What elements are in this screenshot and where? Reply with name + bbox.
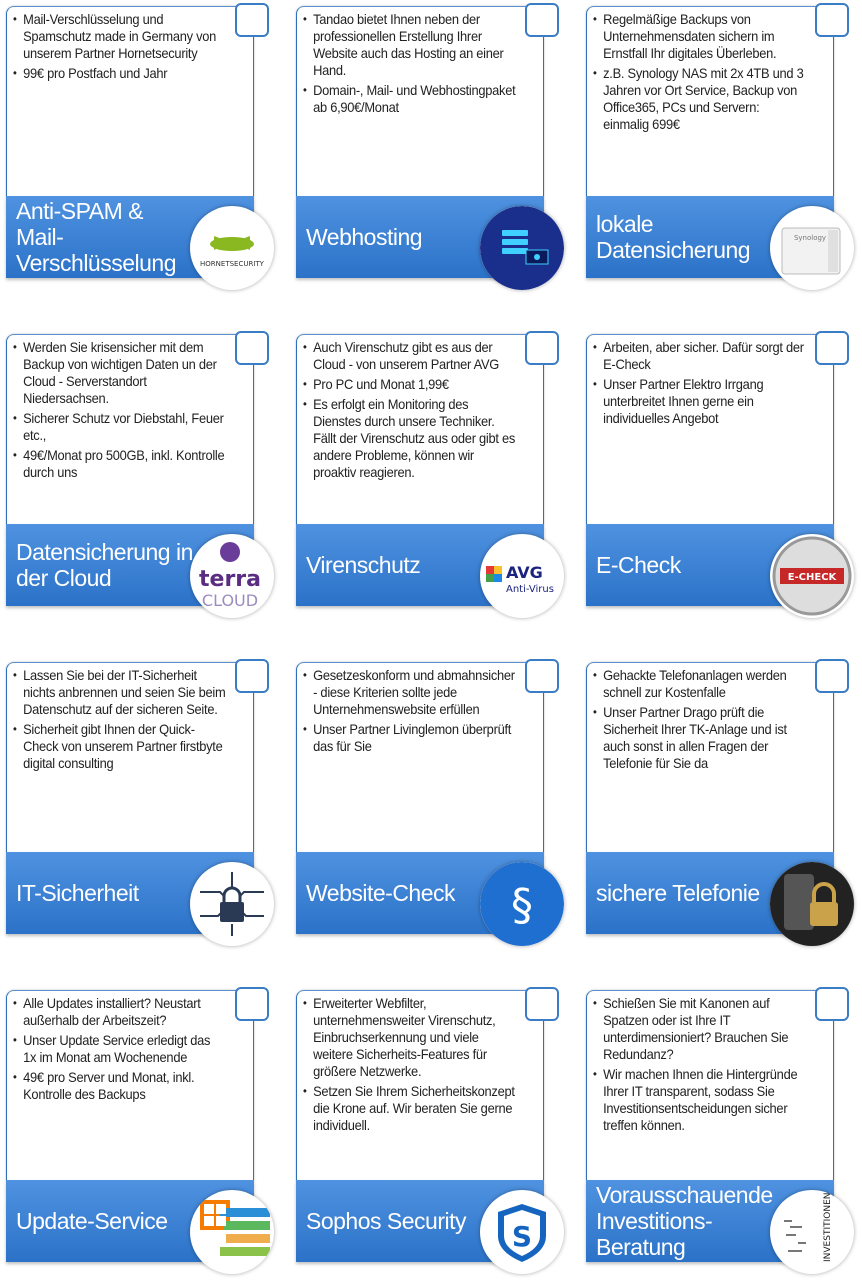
bullet-item: • Mail-Verschlüsselung und Spamschutz made in Germany von unserem Partner Hornetsecurity <box>13 11 226 62</box>
bullet-item: • Setzen Sie Ihrem Sicherheitskonzept die Krone auf. Wir beraten Sie gerne individuell. <box>303 1083 516 1134</box>
bullet-item: • Schießen Sie mit Kanonen auf Spatzen oder ist Ihre IT unterdimensioniert? Brauchen Sie Redundanz? <box>593 995 806 1063</box>
bullet-item: • Gesetzeskonform und abmahnsicher - diese Kriterien sollte jede Unternehmenswebsite erfüllen <box>303 667 516 718</box>
select-checkbox[interactable] <box>235 659 269 693</box>
bullet-list <box>303 995 516 1137</box>
card-title: Datensicherung in der Cloud <box>16 539 193 591</box>
service-card <box>296 6 544 276</box>
card-body <box>6 6 254 197</box>
bullet-list <box>303 667 516 758</box>
bullet-list <box>303 11 516 119</box>
bullet-list <box>13 339 226 484</box>
select-checkbox[interactable] <box>815 3 849 37</box>
logo-text: terra <box>199 567 261 592</box>
bullet-item: • Arbeiten, aber sicher. Dafür sorgt der E-Check <box>593 339 806 373</box>
card-title: Sophos Security <box>306 1208 466 1234</box>
select-checkbox[interactable] <box>815 331 849 365</box>
bullet-item: • 49€/Monat pro 500GB, inkl. Kontrolle durch uns <box>13 447 226 481</box>
card-body <box>296 662 544 853</box>
bullet-list <box>593 11 806 136</box>
logo-text: Synology <box>793 234 827 242</box>
card-title: Vorausschauende Investitions-Beratung <box>596 1182 773 1260</box>
service-card <box>586 662 834 932</box>
service-card <box>6 6 264 276</box>
bullet-item: • Unser Partner Drago prüft die Sicherheit Ihrer TK-Anlage und ist auch sonst in allen Fragen der Telefonie für Sie da <box>593 704 806 772</box>
logo-text: INVESTITIONEN <box>823 1192 833 1262</box>
server-icon <box>480 206 564 290</box>
windows-update-icon <box>190 1190 274 1274</box>
service-card <box>296 990 544 1260</box>
card-title: Anti-SPAM & Mail-Verschlüsselung <box>16 198 176 276</box>
select-checkbox[interactable] <box>525 3 559 37</box>
bullet-list <box>593 995 806 1137</box>
service-card <box>586 990 834 1260</box>
service-card <box>6 990 254 1260</box>
hornet-icon <box>190 206 274 290</box>
service-card <box>6 334 261 610</box>
logo-text: S <box>511 1220 533 1253</box>
bullet-list <box>593 667 806 775</box>
card-title: Virenschutz <box>306 552 421 578</box>
select-checkbox[interactable] <box>525 659 559 693</box>
bullet-item: • Es erfolgt ein Monitoring des Dienstes durch unsere Techniker. Fällt der Virenschutz aus oder gibt es andere Probleme, können wir proaktiv reagieren. <box>303 396 516 481</box>
bullet-list <box>13 667 226 775</box>
card-body <box>6 334 254 525</box>
card-body <box>296 6 544 197</box>
service-card <box>6 662 254 932</box>
logo-text-2: CLOUD <box>201 591 259 610</box>
bullet-list <box>13 11 226 85</box>
bullet-item: • 49€ pro Server und Monat, inkl. Kontrolle des Backups <box>13 1069 226 1103</box>
bullet-item: • Alle Updates installiert? Neustart außerhalb der Arbeitszeit? <box>13 995 226 1029</box>
select-checkbox[interactable] <box>815 987 849 1021</box>
bullet-item: • Domain-, Mail- und Webhostingpaket ab 6,90€/Monat <box>303 82 516 116</box>
logo-text: AVG <box>506 563 543 582</box>
card-body <box>586 990 834 1181</box>
card-title: IT-Sicherheit <box>16 880 139 906</box>
bullet-item: • Wir machen Ihnen die Hintergründe Ihrer IT transparent, sodass Sie Investitionsentscheidungen sicher treffen können. <box>593 1066 806 1134</box>
bullet-item: • Regelmäßige Backups von Unternehmensdaten sichern im Ernstfall Ihr digitales Überleben. <box>593 11 806 62</box>
circuit-lock-icon <box>190 862 274 946</box>
service-card <box>296 662 544 932</box>
logo-text: HORNETSECURITY <box>200 260 264 268</box>
card-body <box>6 662 254 853</box>
card-title: sichere Telefonie <box>596 880 760 906</box>
card-body <box>586 662 834 853</box>
card-title: Webhosting <box>306 224 423 250</box>
select-checkbox[interactable] <box>235 987 269 1021</box>
avg-icon <box>480 534 564 618</box>
nas-icon <box>770 206 854 290</box>
card-title: E-Check <box>596 552 681 578</box>
bullet-list <box>13 995 226 1106</box>
bullet-item: • Pro PC und Monat 1,99€ <box>303 376 516 393</box>
bullet-item: • Gehackte Telefonanlagen werden schnell zur Kostenfalle <box>593 667 806 701</box>
bullet-item: • Unser Partner Livinglemon überprüft das für Sie <box>303 721 516 755</box>
terra-cloud-icon <box>190 534 274 618</box>
bullet-item: • Erweiterter Webfilter, unternehmensweiter Virenschutz, Einbruchserkennung und viele weitere Sicherheits-Features für größere Netzwerke. <box>303 995 516 1080</box>
bullet-item: • Unser Partner Elektro Irrgang unterbreitet Ihnen gerne ein individuelles Angebot <box>593 376 806 427</box>
service-card <box>586 6 834 276</box>
paragraph-icon <box>480 862 564 946</box>
logo-text-2: Anti-Virus <box>506 584 554 595</box>
bullet-item: • 99€ pro Postfach und Jahr <box>13 65 226 82</box>
card-body <box>6 990 254 1181</box>
service-card <box>586 334 837 604</box>
bullet-item: • Sicherer Schutz vor Diebstahl, Feuer etc., <box>13 410 226 444</box>
select-checkbox[interactable] <box>525 987 559 1021</box>
bullet-item: • Tandao bietet Ihnen neben der professionellen Erstellung Ihrer Website auch das Hosting an einer Hand. <box>303 11 516 79</box>
bullet-item: • Lassen Sie bei der IT-Sicherheit nichts anbrennen und seien Sie beim Datenschutz auf der sicheren Seite. <box>13 667 226 718</box>
select-checkbox[interactable] <box>815 659 849 693</box>
card-body <box>586 334 834 525</box>
word-cloud-icon <box>770 1190 854 1274</box>
select-checkbox[interactable] <box>525 331 559 365</box>
card-body <box>586 6 834 197</box>
bullet-item: • Werden Sie krisensicher mit dem Backup von wichtigen Daten un der Cloud - Serverstandort Niedersachsen. <box>13 339 226 407</box>
select-checkbox[interactable] <box>235 3 269 37</box>
select-checkbox[interactable] <box>235 331 269 365</box>
bullet-item: • Sicherheit gibt Ihnen der Quick-Check von unserem Partner firstbyte digital consulting <box>13 721 226 772</box>
echeck-seal-icon <box>770 534 854 618</box>
card-title: Update-Service <box>16 1208 168 1234</box>
bullet-item: • Auch Virenschutz gibt es aus der Cloud - von unserem Partner AVG <box>303 339 516 373</box>
logo-text: E-CHECK <box>787 572 837 583</box>
card-title: Website-Check <box>306 880 456 906</box>
logo-text: § <box>511 880 533 931</box>
service-card <box>296 334 554 604</box>
bullet-item: • Unser Update Service erledigt das 1x im Monat am Wochenende <box>13 1032 226 1066</box>
sophos-shield-icon <box>480 1190 564 1274</box>
bullet-item: • z.B. Synology NAS mit 2x 4TB und 3 Jahren vor Ort Service, Backup von Office365, PCs und Servern: einmalig 699€ <box>593 65 806 133</box>
card-body <box>296 334 544 525</box>
phone-padlock-icon <box>770 862 854 946</box>
card-title: lokale Datensicherung <box>596 211 751 263</box>
bullet-list <box>593 339 806 430</box>
card-body <box>296 990 544 1181</box>
bullet-list <box>303 339 516 484</box>
